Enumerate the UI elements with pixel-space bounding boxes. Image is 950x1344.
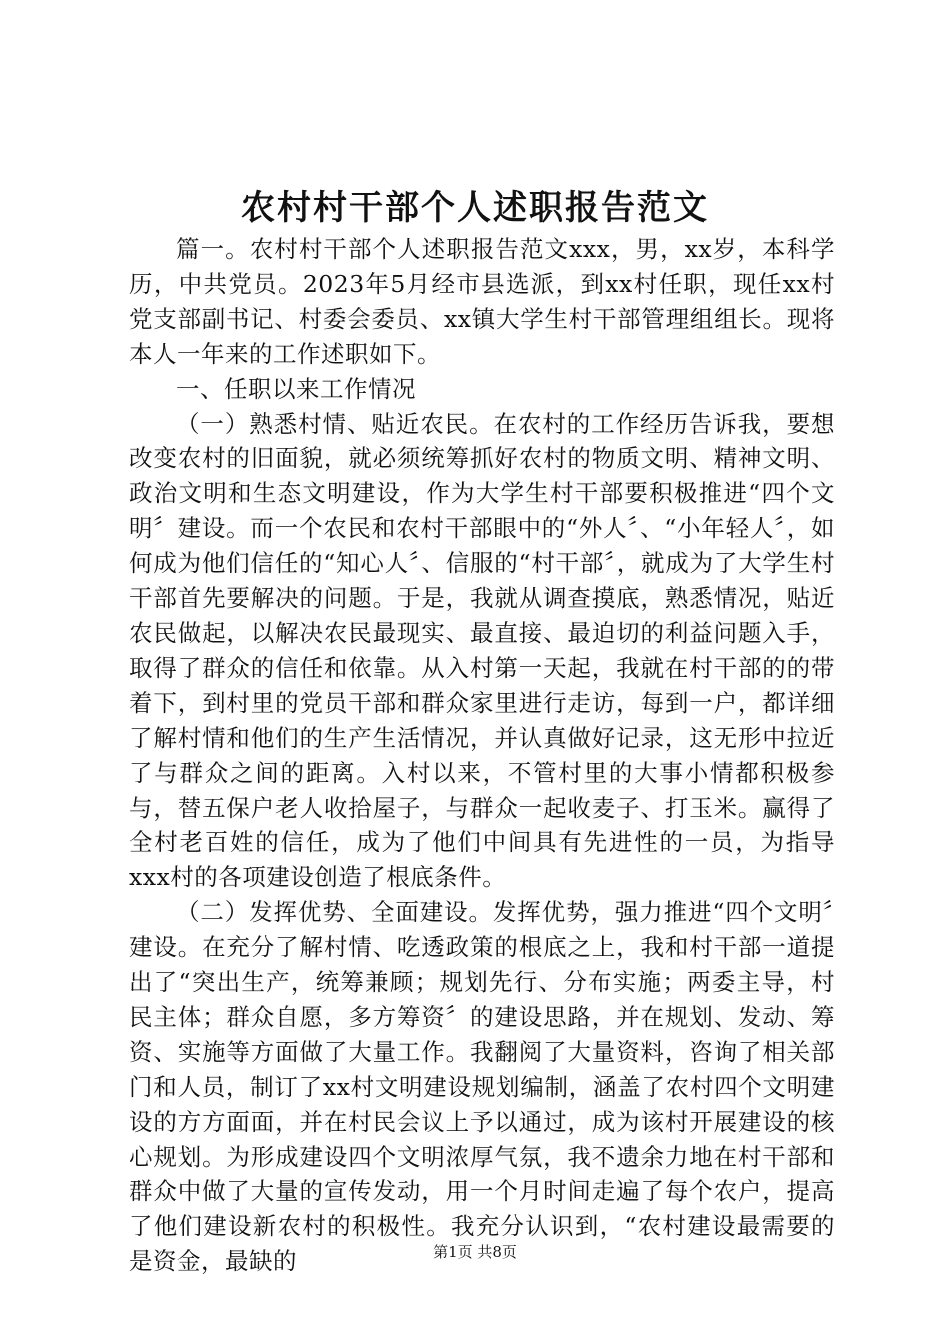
paragraph-section-1: （一）熟悉村情、贴近农民。在农村的工作经历告诉我，要想改变农村的旧面貌，就必须统筹抓好农村的物质文明、精神文明、政治文明和生态文明建设，作为大学生村干部要积极推进“四个文明〞建设。而一个农民和农村干部眼中的“外人〞、“小年轻人〞，如何成为他们信任的“知心人〞、信服的“村干部〞，就成为了大学生村干部首先要解决的问题。于是，我就从调查摸底，熟悉情况，贴近农民做起，以解决农民最现实、最直接、最迫切的利益问题入手，取得了群众的信任和依靠。从入村第一天起，我就在村干部的的带着下，到村里的党员干部和群众家里进行走访，每到一户，都详细了解村情和他们的生产生活情况，并认真做好记录，这无形中拉近了与群众之间的距离。入村以来，不管村里的大事小情都积极参与，替五保户老人收拾屋子，与群众一起收麦子、打玉米。赢得了全村老百姓的信任，成为了他们中间具有先进性的一员，为指导xxx村的各项建设创造了根底条件。 (129, 409, 835, 892)
paragraph-intro: 篇一。农村村干部个人述职报告范文xxx，男，xx岁，本科学历，中共党员。2023年5月经市县选派，到xx村任职，现任xx村党支部副书记、村委会委员、xx镇大学生村干部管理组组长。现将本人一年来的工作述职如下。 (129, 235, 835, 368)
document-body (129, 232, 835, 1279)
paragraph-section-2: （二）发挥优势、全面建设。发挥优势，强力推进“四个文明〞建设。在充分了解村情、吃透政策的根底之上，我和村干部一道提出了“突出生产，统筹兼顾；规划先行、分布实施；两委主导，村民主体；群众自愿，多方筹资〞的建设思路，并在规划、发动、筹资、实施等方面做了大量工作。我翻阅了大量资料，咨询了相关部门和人员，制订了xx村文明建设规划编制，涵盖了农村四个文明建设的方方面面，并在村民会议上予以通过，成为该村开展建设的核心规划。为形成建设四个文明浓厚气氛，我不遗余力地在村干部和群众中做了大量的宣传发动，用一个月时间走遍了每个农户，提高了他们建设新农村的积极性。我充分认识到，“农村建设最需要的是资金，最缺的 (129, 898, 835, 1276)
document-title: 农村村干部个人述职报告范文 (241, 188, 709, 228)
page-number-footer: 第1页 共8页 (433, 1243, 517, 1261)
section-heading: 一、任职以来工作情况 (176, 374, 416, 403)
